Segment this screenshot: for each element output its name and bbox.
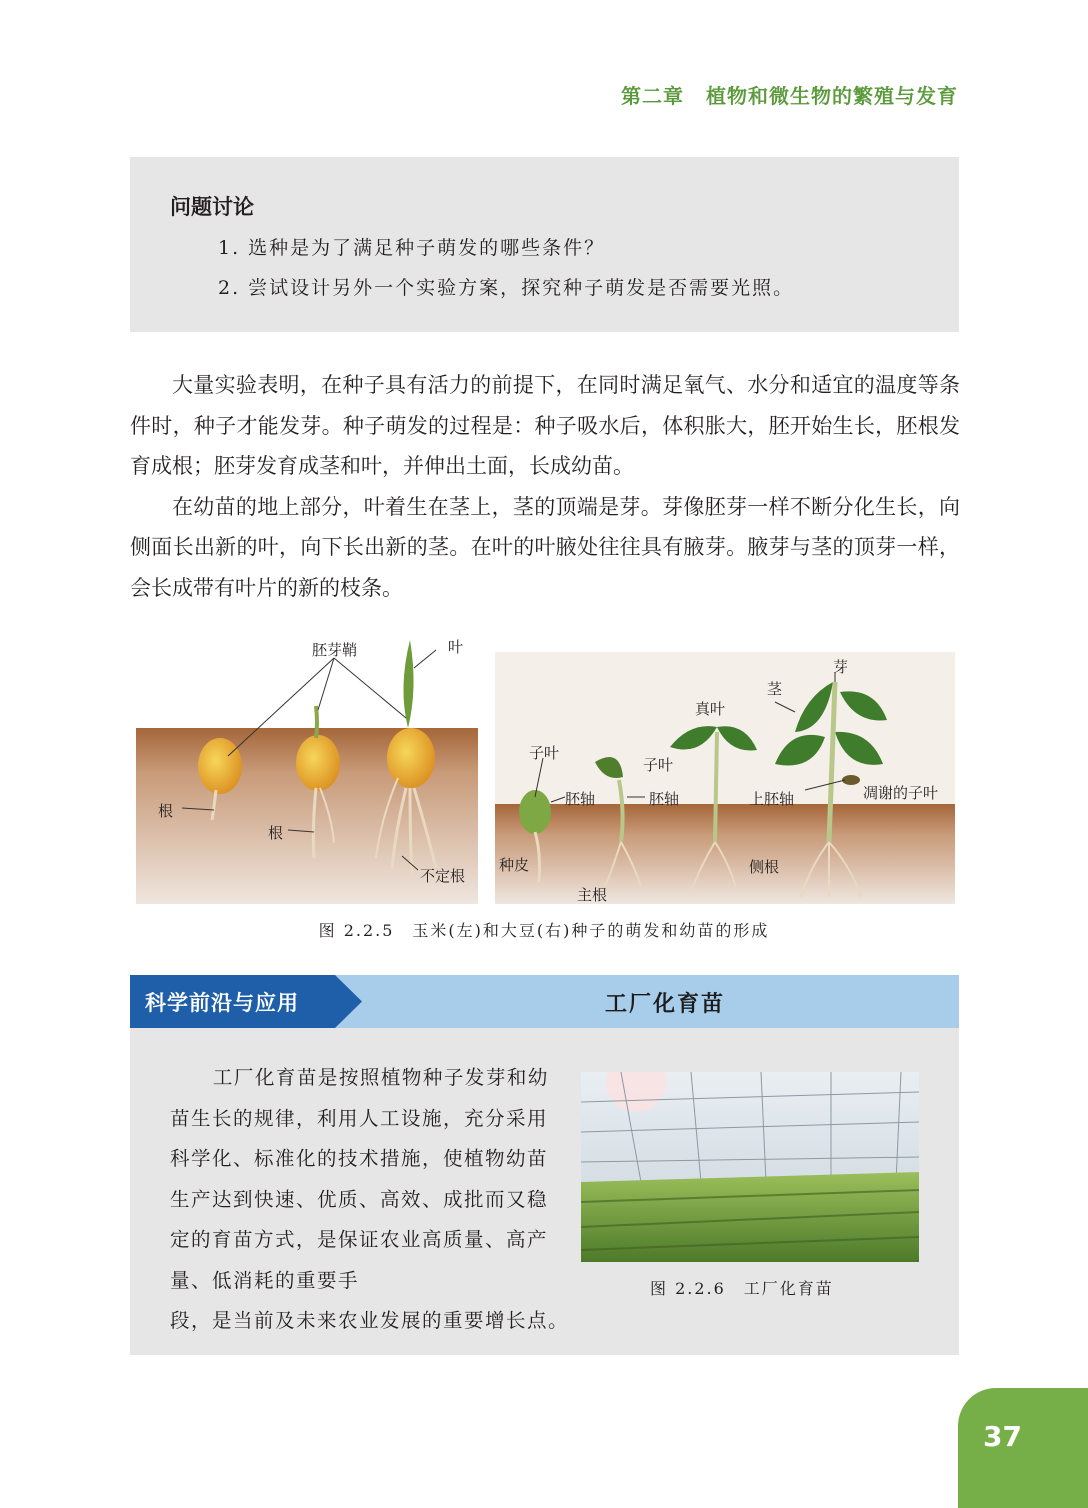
label-true-leaf: 真叶: [695, 700, 726, 718]
corn-seed-3: [387, 728, 435, 788]
discussion-question-1: 1. 选种是为了满足种子萌发的哪些条件？: [218, 237, 606, 259]
body-text: [130, 365, 960, 608]
page-number: 37: [983, 1420, 1022, 1453]
science-paragraph-end: 段，是当前及未来农业发展的重要增长点。: [170, 1309, 570, 1332]
chapter-number: 第二章: [621, 84, 684, 108]
discussion-box: [130, 157, 959, 332]
greenhouse-image: [581, 1072, 919, 1262]
corn-seed-1: [198, 738, 242, 794]
body-paragraph-2: 在幼苗的地上部分，叶着生在茎上，茎的顶端是芽。芽像胚芽一样不断分化生长，向侧面长出新的叶，向下长出新的茎。在叶的叶腋处往往具有腋芽。腋芽与茎的顶芽一样，会长成带有叶片的新的枝条。: [130, 494, 960, 600]
corn-germination-illustration: [136, 628, 478, 904]
label-withered-cotyledon: 凋谢的子叶: [863, 784, 939, 802]
chapter-title: 植物和微生物的繁殖与发育: [706, 84, 958, 108]
corn-germination-drawing: [136, 628, 478, 904]
label-root-1: 根: [158, 802, 174, 820]
figure-caption-2-2-6: 图 2.2.6 工厂化育苗: [650, 1279, 834, 1298]
label-adventitious-root: 不定根: [420, 867, 466, 885]
science-title: 工厂化育苗: [605, 992, 726, 1017]
corn-seed-2: [296, 735, 340, 791]
greenhouse-photo: [581, 1072, 919, 1262]
discussion-title: 问题讨论: [170, 195, 254, 219]
figure-caption-2-2-5: 图 2.2.5 玉米(左)和大豆(右)种子的萌发和幼苗的形成: [318, 921, 770, 940]
body-paragraph-1: 大量实验表明，在种子具有活力的前提下，在同时满足氧气、水分和适宜的温度等条件时，种子才能发芽。种子萌发的过程是：种子吸水后，体积胀大，胚开始生长，胚根发育成根；胚芽发育成茎和叶，并伸出土面，长成幼苗。: [130, 373, 960, 478]
soil-right: [495, 804, 955, 904]
label-epicotyl: 上胚轴: [749, 790, 795, 808]
label-cotyledon-2: 子叶: [643, 756, 674, 774]
science-box: [130, 1028, 959, 1355]
label-leaf: 叶: [448, 638, 464, 656]
label-cotyledon-1: 子叶: [529, 744, 560, 762]
page-number-tab: [958, 1388, 1088, 1508]
label-main-root: 主根: [577, 886, 608, 904]
label-coleoptile: 胚芽鞘: [312, 641, 358, 659]
science-text: [170, 1058, 570, 1332]
label-root-2: 根: [268, 824, 284, 842]
label-seed-coat: 种皮: [499, 856, 530, 874]
label-stem: 茎: [767, 680, 783, 698]
corn-leaf: [403, 640, 413, 728]
science-tag-label: 科学前沿与应用: [145, 991, 299, 1015]
soybean-germination-illustration: [495, 652, 955, 904]
soybean-germination-drawing: [495, 652, 955, 904]
chapter-header: [621, 80, 958, 109]
science-banner: [130, 975, 959, 1028]
label-hypocotyl-1: 胚轴: [565, 790, 596, 808]
science-paragraph: 工厂化育苗是按照植物种子发芽和幼苗生长的规律，利用人工设施，充分采用科学化、标准化的技术措施，使植物幼苗生产达到快速、优质、高效、成批而又稳定的育苗方式，是保证农业高质量、高产量、低消耗的重要手: [170, 1066, 549, 1292]
discussion-question-2: 2. 尝试设计另外一个实验方案，探究种子萌发是否需要光照。: [218, 277, 795, 299]
label-bud: 芽: [833, 658, 849, 676]
label-lateral-root: 侧根: [749, 858, 780, 876]
label-hypocotyl-2: 胚轴: [649, 790, 680, 808]
